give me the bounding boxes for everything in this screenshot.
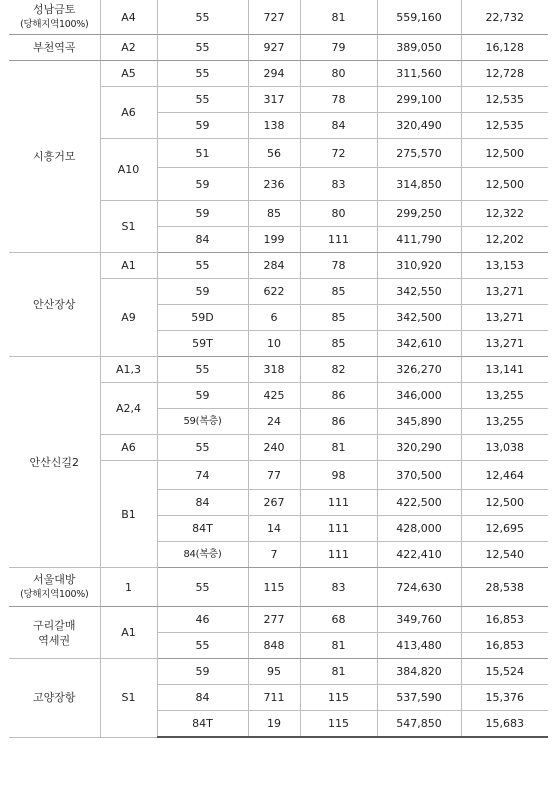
price-cell: 370,500 (377, 461, 461, 490)
supply-table-container (9, 0, 548, 738)
max-floors-cell: 81 (300, 659, 377, 685)
block-cell: A4 (100, 0, 157, 35)
region-name: 시흥거모 (32, 150, 76, 163)
price-cell: 275,570 (377, 139, 461, 168)
region-name: 부천역곡 (32, 41, 76, 54)
block-cell: A1 (100, 607, 157, 659)
area-cell: 55 (157, 633, 248, 659)
max-floors-cell: 81 (300, 435, 377, 461)
region-cell (9, 357, 100, 568)
region-name: 성남금토 (32, 3, 76, 16)
households-cell: 6 (248, 305, 300, 331)
households-cell: 14 (248, 516, 300, 542)
region-note: (당해지역100%) (20, 19, 89, 30)
region-name: 안산신길2 (29, 455, 79, 469)
price-per-pyeong-cell: 13,271 (461, 331, 548, 357)
max-floors-cell: 82 (300, 357, 377, 383)
max-floors-cell: 115 (300, 685, 377, 711)
max-floors-cell: 86 (300, 409, 377, 435)
price-per-pyeong-cell: 12,695 (461, 516, 548, 542)
max-floors-cell: 85 (300, 331, 377, 357)
price-per-pyeong-cell: 15,683 (461, 711, 548, 738)
max-floors-cell: 115 (300, 711, 377, 738)
max-floors-cell: 84 (300, 113, 377, 139)
households-cell: 927 (248, 35, 300, 61)
max-floors-cell: 68 (300, 607, 377, 633)
region-name: 고양장항 (32, 691, 76, 705)
area-cell: 84 (157, 227, 248, 253)
households-cell: 711 (248, 685, 300, 711)
households-cell: 240 (248, 435, 300, 461)
price-per-pyeong-cell: 12,535 (461, 87, 548, 113)
households-cell: 19 (248, 711, 300, 738)
price-per-pyeong-cell: 13,153 (461, 253, 548, 279)
block-cell: A1,3 (100, 357, 157, 383)
area-cell: 84T (157, 516, 248, 542)
region-cell (9, 0, 100, 35)
price-per-pyeong-cell: 15,376 (461, 685, 548, 711)
price-cell: 422,410 (377, 542, 461, 568)
households-cell: 24 (248, 409, 300, 435)
households-cell: 277 (248, 607, 300, 633)
region-name: 구리갈매 (32, 618, 76, 632)
price-per-pyeong-cell: 16,853 (461, 633, 548, 659)
price-cell: 299,100 (377, 87, 461, 113)
area-cell: 59D (157, 305, 248, 331)
table-row (9, 568, 548, 607)
max-floors-cell: 85 (300, 279, 377, 305)
price-per-pyeong-cell: 13,255 (461, 383, 548, 409)
price-per-pyeong-cell: 28,538 (461, 568, 548, 607)
max-floors-cell: 83 (300, 568, 377, 607)
block-cell: A9 (100, 279, 157, 357)
price-cell: 320,490 (377, 113, 461, 139)
price-per-pyeong-cell: 12,500 (461, 490, 548, 516)
block-cell: A6 (100, 87, 157, 139)
table-body (9, 0, 548, 737)
area-cell: 55 (157, 435, 248, 461)
block-cell: S1 (100, 201, 157, 253)
price-cell: 342,610 (377, 331, 461, 357)
area-cell: 59 (157, 201, 248, 227)
region-cell (9, 253, 100, 357)
households-cell: 425 (248, 383, 300, 409)
price-per-pyeong-cell: 13,271 (461, 305, 548, 331)
table-row (9, 607, 548, 633)
price-per-pyeong-cell: 16,853 (461, 607, 548, 633)
households-cell: 115 (248, 568, 300, 607)
table-row (9, 659, 548, 685)
area-cell: 74 (157, 461, 248, 490)
area-cell: 55 (157, 253, 248, 279)
households-cell: 138 (248, 113, 300, 139)
block-cell: A5 (100, 61, 157, 87)
area-cell: 84(복층) (157, 542, 248, 568)
households-cell: 727 (248, 0, 300, 35)
area-cell: 84 (157, 685, 248, 711)
area-cell: 55 (157, 357, 248, 383)
price-cell: 537,590 (377, 685, 461, 711)
area-cell: 55 (157, 568, 248, 607)
price-cell: 345,890 (377, 409, 461, 435)
max-floors-cell: 98 (300, 461, 377, 490)
region-cell (9, 607, 100, 659)
block-cell: A10 (100, 139, 157, 201)
block-cell: A1 (100, 253, 157, 279)
price-per-pyeong-cell: 12,500 (461, 168, 548, 201)
price-per-pyeong-cell: 22,732 (461, 0, 548, 35)
area-cell: 84T (157, 711, 248, 738)
area-cell: 59 (157, 279, 248, 305)
households-cell: 317 (248, 87, 300, 113)
price-cell: 342,500 (377, 305, 461, 331)
price-cell: 384,820 (377, 659, 461, 685)
price-per-pyeong-cell: 12,322 (461, 201, 548, 227)
max-floors-cell: 80 (300, 201, 377, 227)
price-per-pyeong-cell: 12,464 (461, 461, 548, 490)
households-cell: 10 (248, 331, 300, 357)
price-per-pyeong-cell: 12,728 (461, 61, 548, 87)
price-per-pyeong-cell: 13,271 (461, 279, 548, 305)
area-cell: 84 (157, 490, 248, 516)
price-per-pyeong-cell: 13,038 (461, 435, 548, 461)
price-cell: 428,000 (377, 516, 461, 542)
area-cell: 51 (157, 139, 248, 168)
max-floors-cell: 111 (300, 542, 377, 568)
price-per-pyeong-cell: 13,141 (461, 357, 548, 383)
region-cell (9, 659, 100, 738)
region-note: (당해지역100%) (20, 589, 89, 600)
area-cell: 59T (157, 331, 248, 357)
area-cell: 59 (157, 383, 248, 409)
max-floors-cell: 81 (300, 633, 377, 659)
max-floors-cell: 81 (300, 0, 377, 35)
max-floors-cell: 78 (300, 253, 377, 279)
block-cell: S1 (100, 659, 157, 738)
households-cell: 284 (248, 253, 300, 279)
households-cell: 622 (248, 279, 300, 305)
price-cell: 411,790 (377, 227, 461, 253)
area-cell: 59 (157, 168, 248, 201)
price-cell: 314,850 (377, 168, 461, 201)
price-per-pyeong-cell: 12,500 (461, 139, 548, 168)
households-cell: 7 (248, 542, 300, 568)
area-cell: 55 (157, 87, 248, 113)
region-name: 안산장상 (32, 298, 76, 311)
price-cell: 422,500 (377, 490, 461, 516)
price-cell: 724,630 (377, 568, 461, 607)
table-row (9, 0, 548, 35)
households-cell: 294 (248, 61, 300, 87)
price-cell: 547,850 (377, 711, 461, 738)
max-floors-cell: 85 (300, 305, 377, 331)
area-cell: 59(복층) (157, 409, 248, 435)
households-cell: 85 (248, 201, 300, 227)
price-cell: 311,560 (377, 61, 461, 87)
block-cell: A2 (100, 35, 157, 61)
price-per-pyeong-cell: 15,524 (461, 659, 548, 685)
price-per-pyeong-cell: 12,540 (461, 542, 548, 568)
households-cell: 267 (248, 490, 300, 516)
price-cell: 342,550 (377, 279, 461, 305)
region-cell (9, 35, 100, 61)
price-cell: 346,000 (377, 383, 461, 409)
area-cell: 59 (157, 659, 248, 685)
table-row (9, 357, 548, 383)
max-floors-cell: 79 (300, 35, 377, 61)
region-name: 서울대방 (32, 573, 76, 586)
region-cell (9, 61, 100, 253)
price-cell: 389,050 (377, 35, 461, 61)
price-cell: 559,160 (377, 0, 461, 35)
area-cell: 55 (157, 0, 248, 35)
price-cell: 310,920 (377, 253, 461, 279)
price-per-pyeong-cell: 12,535 (461, 113, 548, 139)
price-cell: 299,250 (377, 201, 461, 227)
price-cell: 320,290 (377, 435, 461, 461)
area-cell: 46 (157, 607, 248, 633)
max-floors-cell: 78 (300, 87, 377, 113)
table-row (9, 61, 548, 87)
max-floors-cell: 111 (300, 516, 377, 542)
block-cell: A6 (100, 435, 157, 461)
max-floors-cell: 86 (300, 383, 377, 409)
price-per-pyeong-cell: 16,128 (461, 35, 548, 61)
households-cell: 95 (248, 659, 300, 685)
table-row (9, 35, 548, 61)
block-cell: B1 (100, 461, 157, 568)
block-cell: A2,4 (100, 383, 157, 435)
max-floors-cell: 72 (300, 139, 377, 168)
area-cell: 59 (157, 113, 248, 139)
households-cell: 199 (248, 227, 300, 253)
block-cell: 1 (100, 568, 157, 607)
price-per-pyeong-cell: 13,255 (461, 409, 548, 435)
max-floors-cell: 111 (300, 227, 377, 253)
households-cell: 848 (248, 633, 300, 659)
households-cell: 56 (248, 139, 300, 168)
region-cell (9, 568, 100, 607)
max-floors-cell: 80 (300, 61, 377, 87)
price-cell: 349,760 (377, 607, 461, 633)
area-cell: 55 (157, 61, 248, 87)
region-name: 역세권 (38, 633, 71, 647)
households-cell: 236 (248, 168, 300, 201)
supply-price-table (9, 0, 548, 738)
area-cell: 55 (157, 35, 248, 61)
households-cell: 77 (248, 461, 300, 490)
max-floors-cell: 83 (300, 168, 377, 201)
max-floors-cell: 111 (300, 490, 377, 516)
households-cell: 318 (248, 357, 300, 383)
table-row (9, 253, 548, 279)
price-cell: 326,270 (377, 357, 461, 383)
price-per-pyeong-cell: 12,202 (461, 227, 548, 253)
price-cell: 413,480 (377, 633, 461, 659)
